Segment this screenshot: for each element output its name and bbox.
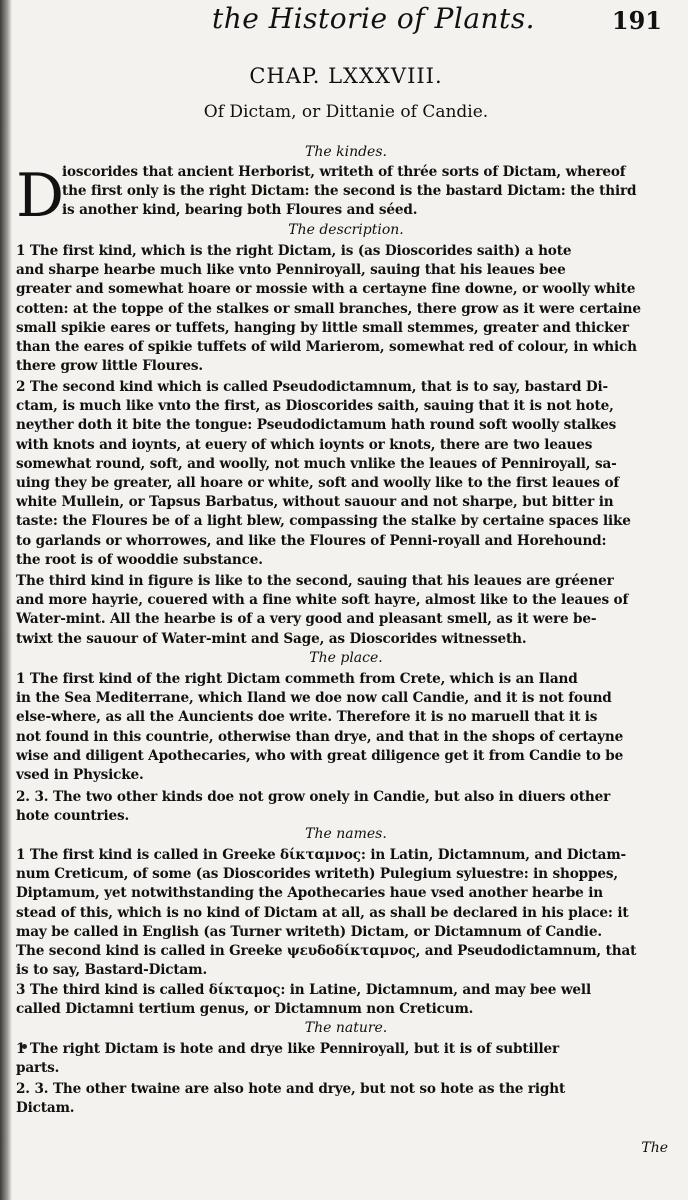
- catchword: The: [641, 1140, 668, 1156]
- paragraph-names-3: [16, 981, 656, 1019]
- text-line: Dictam.: [16, 1100, 75, 1117]
- paragraph-kindes: [62, 163, 658, 221]
- paragraph-place-1: [16, 670, 656, 785]
- text-line: is to say, Bastard-Dictam.: [16, 962, 208, 979]
- section-heading-names: The names.: [305, 826, 387, 842]
- section-heading-kindes: The kindes.: [305, 144, 387, 160]
- paragraph-nature-1: [16, 1040, 656, 1078]
- drop-cap: D: [16, 161, 65, 231]
- paragraph-place-2: [16, 788, 656, 826]
- text-line: may be called in English (as Turner writeth) Dictam, or Dictamnum of Candie.: [16, 923, 602, 940]
- text-line: 3 The third kind is called δίκταμος: in Latine, Dictamnum, and may bee well: [16, 982, 591, 998]
- text-line: else-where, as all the Auncients doe write. Therefore it is no maruell that it is: [16, 709, 598, 726]
- text-line: 1 The first kind, which is the right Dictam, is (as Dioscorides saith) a hote: [16, 243, 572, 259]
- text-line: wise and diligent Apothecaries, who with great diligence get it from Candie to be: [16, 747, 624, 764]
- text-line: small spikie eares or tuffets, hanging by little small stemmes, greater and thicker: [16, 319, 629, 336]
- text-line: 1 The right Dictam is hote and drye like Penniroyall, but it is of subtiller: [16, 1041, 560, 1057]
- text-line: is another kind, bearing both Floures and séed.: [62, 202, 418, 219]
- text-line: the root is of wooddie substance.: [16, 551, 263, 568]
- text-line: taste: the Floures be of a light blew, compassing the stalke by certaine spaces like: [16, 513, 631, 530]
- text-line: with knots and ioynts, at euery of which ioynts or knots, there are two leaues: [16, 436, 593, 453]
- running-head: [202, 2, 662, 42]
- paragraph-description-1: [16, 242, 656, 376]
- text-line: The second kind is called in Greeke ψευδοδίκταμνος, and Pseudodictamnum, that: [16, 943, 637, 959]
- text-line: vsed in Physicke.: [16, 767, 144, 784]
- text-line: The third kind in figure is like to the second, sauing that his leaues are gréener: [16, 573, 614, 589]
- paragraph-description-2: [16, 378, 656, 570]
- section-heading-description: The description.: [288, 222, 404, 238]
- text-line: parts.: [16, 1060, 60, 1077]
- text-line: called Dictamni tertium genus, or Dictamnum non Creticum.: [16, 1001, 474, 1018]
- text-line: num Creticum, of some (as Dioscorides writeth) Pulegium syluestre: in shoppes,: [16, 866, 618, 883]
- text-line: 2 The second kind which is called Pseudodictamnum, that is to say, bastard Di-: [16, 379, 609, 395]
- text-line: not found in this countrie, otherwise than drye, and that in the shops of certayne: [16, 728, 624, 745]
- text-line: Diptamum, yet notwithstanding the Apothecaries haue vsed another hearbe in: [16, 885, 604, 902]
- paragraph-description-3: [16, 572, 656, 649]
- text-line: cotten: at the toppe of the stalkes or small branches, there grow as it were certaine: [16, 300, 641, 317]
- section-heading-place: The place.: [309, 650, 383, 666]
- text-line: twixt the sauour of Water-mint and Sage, as Dioscorides witnesseth.: [16, 630, 527, 647]
- running-title: the Historie of Plants.: [212, 2, 536, 35]
- text-line: stead of this, which is no kind of Dictam at all, as shall be declared in his place: it: [16, 904, 629, 921]
- paragraph-names-2: [16, 942, 656, 980]
- text-line: neyther doth it bite the tongue: Pseudodictamum hath round soft woolly stalkes: [16, 417, 617, 434]
- page-number: 191: [611, 6, 662, 35]
- text-line: ctam, is much like vnto the first, as Dioscorides saith, sauing that it is not hote,: [16, 398, 614, 415]
- text-line: the first only is the right Dictam: the second is the bastard Dictam: the third: [62, 183, 637, 200]
- chapter-title: Of Dictam, or Dittanie of Candie.: [203, 102, 489, 122]
- text-line: 2. 3. The two other kinds doe not grow onely in Candie, but also in diuers other: [16, 789, 611, 805]
- text-line: white Mullein, or Tapsus Barbatus, without sauour and not sharpe, but bitter in: [16, 494, 614, 511]
- book-page: [16, 0, 676, 1200]
- binding-gutter: [0, 0, 12, 1200]
- paragraph-names-1: [16, 846, 656, 942]
- section-heading-nature: The nature.: [304, 1020, 388, 1036]
- text-line: ioscorides that ancient Herborist, writeth of thrée sorts of Dictam, whereof: [62, 164, 626, 180]
- text-line: 2. 3. The other twaine are also hote and drye, but not so hote as the right: [16, 1081, 566, 1097]
- text-line: than the eares of spikie tuffets of wild Marierom, somewhat red of colour, in which: [16, 339, 637, 356]
- text-line: to garlands or whorrowes, and like the Floures of Penni-royall and Horehound:: [16, 532, 607, 549]
- text-line: hote countries.: [16, 808, 130, 825]
- text-line: in the Sea Mediterrane, which Iland we doe now call Candie, and it is not found: [16, 690, 612, 707]
- text-line: somewhat round, soft, and woolly, not much vnlike the leaues of Penniroyall, sa-: [16, 455, 617, 472]
- text-line: 1 The first kind is called in Greeke δίκταμνος: in Latin, Dictamnum, and Dictam-: [16, 847, 627, 863]
- text-line: 1 The first kind of the right Dictam commeth from Crete, which is an Iland: [16, 671, 578, 687]
- text-line: Water-mint. All the hearbe is of a very good and pleasant smell, as it were be-: [16, 611, 597, 628]
- text-line: and sharpe hearbe much like vnto Penniroyall, sauing that his leaues bee: [16, 262, 566, 279]
- text-line: uing they be greater, all hoare or white, soft and woolly like to the first leaues of: [16, 475, 620, 492]
- paragraph-nature-2: [16, 1080, 656, 1118]
- text-line: there grow little Floures.: [16, 358, 204, 375]
- text-line: and more hayrie, couered with a fine white soft hayre, almost like to the leaues of: [16, 592, 629, 609]
- text-line: greater and somewhat hoare or mossie with a certayne fine downe, or woolly white: [16, 281, 636, 298]
- chapter-number: CHAP. LXXXVIII.: [249, 64, 443, 88]
